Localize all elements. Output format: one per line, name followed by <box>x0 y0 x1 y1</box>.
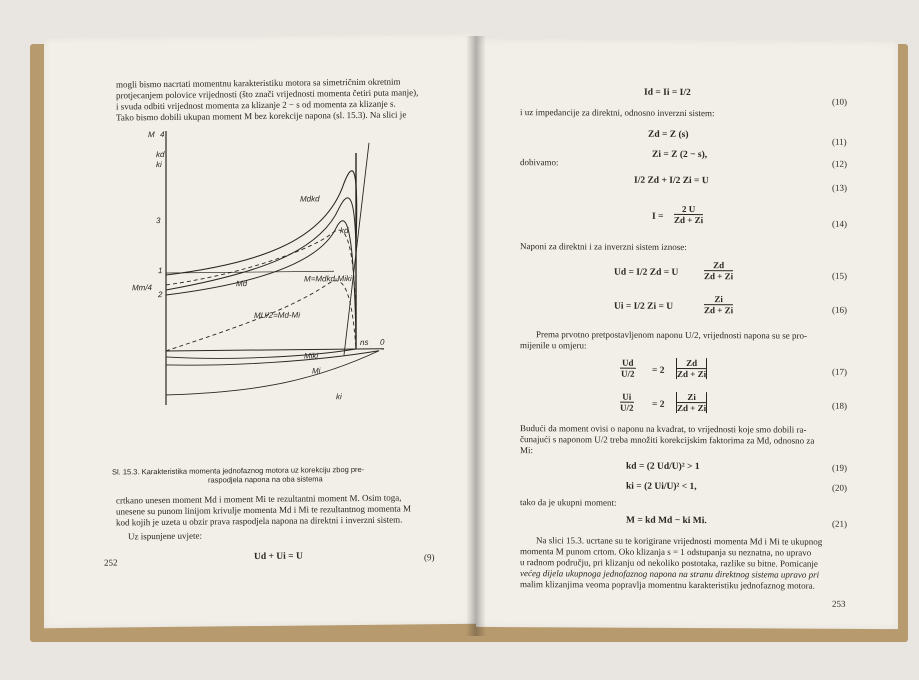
y-label-kd: kd <box>156 150 165 160</box>
equation-number: (21) <box>832 518 847 529</box>
label-md: Md <box>236 279 248 289</box>
left-text-line: protjecanjem polovice vrijednosti (što znači vrijednosti momenta četiri puta manje), <box>116 87 419 101</box>
equation-18-mid: = 2 <box>652 399 665 410</box>
equation-number: (17) <box>832 366 847 377</box>
left-text-line: Uz ispunjene uvjete: <box>128 530 202 542</box>
fraction-denominator: Zd + Zi <box>704 271 734 282</box>
right-text-line: u radnom području, pri klizanju od nekoliko postotaka, razlike su bitne. Pomicanje <box>520 557 818 569</box>
equation-number: (14) <box>832 218 847 229</box>
fraction-denominator: Zd + Zi <box>677 368 707 380</box>
right-text-line: dobivamo: <box>520 157 559 168</box>
equation-10: Id = Ii = I/2 <box>644 87 691 99</box>
right-page <box>476 39 898 629</box>
equation-number: (16) <box>832 304 847 315</box>
label-mdkd: Mdkd <box>300 194 320 204</box>
equation-13: I/2 Zd + I/2 Zi = U <box>634 175 709 187</box>
left-text-line: Tako bismo dobili ukupan moment M bez korekcije napona (sl. 15.3). Na slici je <box>116 109 407 123</box>
left-text-line: mogli bismo nacrtati momentnu karakteristiku motora sa simetričnim okretnim <box>116 76 401 90</box>
page-number: 252 <box>104 557 118 568</box>
left-text-line: unesene su punom linijom krivulje momenta Md i Mi te rezultantnog momenta M <box>116 503 411 517</box>
book-gutter <box>466 36 486 636</box>
equation-14-lhs: I = <box>652 211 664 222</box>
equation-16-fraction <box>704 294 733 315</box>
equation-17-lhs <box>620 358 636 379</box>
left-text-line: i svuda odbiti vrijednost momenta za klizanje 2 − s od momenta za klizanje s. <box>116 98 396 112</box>
fraction-denominator: U/2 <box>620 402 634 413</box>
right-text-line: momenta M punom crtom. Oko klizanja s = 1 odstupanja su neznatna, no upravo <box>520 546 812 558</box>
equation-number: (11) <box>832 136 847 147</box>
label-miki: Miki <box>304 351 319 361</box>
torque-characteristic-figure <box>104 122 434 465</box>
y-tick-1: 1 <box>158 266 163 276</box>
equation-number: (12) <box>832 158 847 169</box>
y-tick-2: 2 <box>158 290 163 300</box>
equation-12: Zi = Z (2 − s), <box>652 149 708 161</box>
equation-14-fraction <box>674 204 703 225</box>
equation-number: (13) <box>832 182 847 193</box>
right-text-line: tako da je ukupni moment: <box>520 497 617 508</box>
label-mi: Mi <box>312 366 321 376</box>
figure-caption: Sl. 15.3. Karakteristika momenta jednofaznog motora uz korekciju zbog pre- <box>112 464 365 477</box>
equation-9: Ud + Ui = U <box>254 551 303 563</box>
fraction-numerator: Ud <box>622 357 634 368</box>
y-tick-4: 4 <box>160 130 165 140</box>
fraction-denominator: Zd + Zi <box>704 305 734 316</box>
page-number: 253 <box>832 598 846 609</box>
label-kd: kd <box>340 226 349 236</box>
label-m: M=Mdkd-Miki <box>304 274 352 284</box>
right-text-line: Prema prvotno pretpostavljenom naponu U/2, vrijednosti napona su se pro- <box>536 329 807 341</box>
y-axis-label: M <box>148 130 155 140</box>
right-text-line: i uz impedancije za direktni, odnosno inverzni sistem: <box>520 107 715 119</box>
right-text-line: Budući da moment ovisi o naponu na kvadrat, to vrijednosti koje smo dobili ra- <box>520 423 807 435</box>
fraction-numerator: Zd <box>677 358 706 369</box>
label-ki: ki <box>336 392 342 402</box>
equation-21: M = kd Md − ki Mi. <box>626 515 707 527</box>
right-text-line: Naponi za direktni i za inverzni sistem iznose: <box>520 241 687 252</box>
y-tick-3: 3 <box>156 216 161 226</box>
right-text-line: mijenile u omjeru: <box>520 340 587 351</box>
equation-18-fraction <box>676 392 707 413</box>
fraction-denominator: U/2 <box>621 368 635 379</box>
open-book <box>30 36 892 642</box>
label-mu2: MU/2=Md-Mi <box>254 310 301 321</box>
left-text-line: crtkano unesen moment Md i moment Mi te rezultantni moment M. Osim toga, <box>116 492 402 506</box>
equation-18-lhs <box>620 392 634 413</box>
equation-15-lhs: Ud = I/2 Zd = U <box>614 267 679 278</box>
figure-caption: raspodjela napona na oba sistema <box>208 474 323 485</box>
equation-17-fraction <box>676 358 707 379</box>
equation-16-lhs: Ui = I/2 Zi = U <box>614 301 674 312</box>
equation-number: (19) <box>832 462 847 473</box>
fraction-numerator: Ui <box>620 392 634 403</box>
equation-number: (15) <box>832 270 847 281</box>
equation-17-mid: = 2 <box>652 365 665 376</box>
right-text-line: većeg dijela ukupnoga jednofaznog napona na stranu direktnog sistema upravo pri <box>520 568 820 580</box>
fraction-numerator: Zi <box>704 294 733 305</box>
y-label-mm4: Mm/4 <box>132 283 152 293</box>
label-zero: 0 <box>380 337 385 347</box>
equation-number: (18) <box>832 400 847 411</box>
fraction-denominator: Zd + Zi <box>677 402 707 414</box>
equation-19: kd = (2 Ud/U)² > 1 <box>626 461 700 473</box>
equation-15-fraction <box>704 260 733 281</box>
right-text-line: čunajući s naponom U/2 treba množiti korekcijskim faktorima za Md, odnosno za <box>520 434 815 446</box>
equation-number: (20) <box>832 482 847 493</box>
fraction-numerator: Zi <box>677 392 706 403</box>
right-text-line: Mi: <box>520 445 534 456</box>
right-text-line: malim klizanjima veoma popravlja momentnu karakteristiku jednofaznog motora. <box>520 579 815 591</box>
equation-11: Zd = Z (s) <box>648 129 689 141</box>
equation-20: ki = (2 Ui/U)² < 1, <box>626 481 697 493</box>
fraction-numerator: 2 U <box>674 204 703 215</box>
fraction-numerator: Zd <box>704 260 733 271</box>
y-label-ki: ki <box>156 160 162 170</box>
left-text-line: kod kojih je uzeta u obzir prava raspodjela napona na direktni i inverzni sistem. <box>116 514 403 528</box>
curve-mdkd <box>166 171 357 275</box>
left-page <box>44 34 476 629</box>
right-text-line: Na slici 15.3. ucrtane su te korigirane vrijednosti momenta Md i Mi te ukupnog <box>536 535 823 547</box>
equation-number: (10) <box>832 96 847 107</box>
label-ns: ns <box>360 337 369 347</box>
fraction-denominator: Zd + Zi <box>674 214 704 226</box>
equation-number: (9) <box>424 552 435 563</box>
